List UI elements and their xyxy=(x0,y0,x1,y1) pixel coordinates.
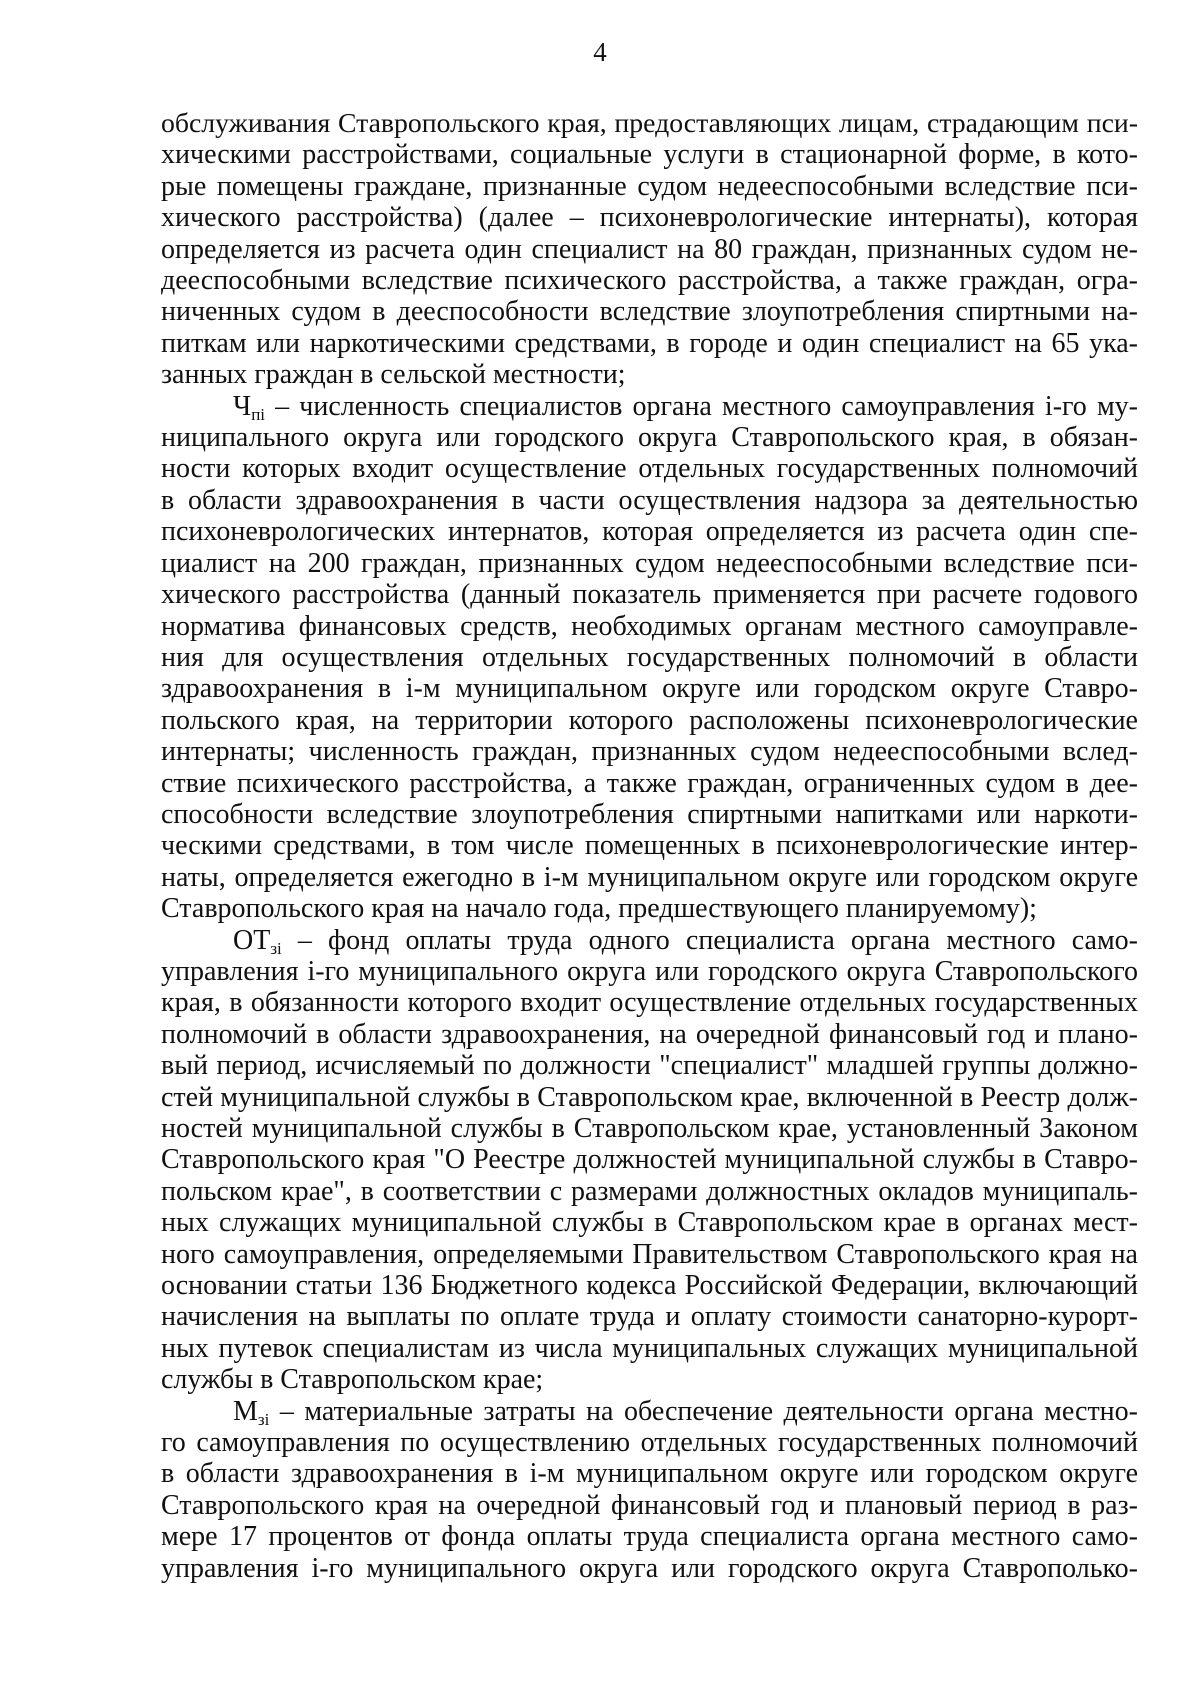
text-line xyxy=(161,453,1138,484)
line-text: хического расстройства (данный показатель применяется при расчете годового xyxy=(161,579,1138,611)
text-line xyxy=(161,642,1138,673)
line-text: края, в обязанности которого входит осуществление отдельных государственных xyxy=(161,987,1138,1019)
text-line xyxy=(161,139,1138,170)
text-line xyxy=(161,422,1138,453)
line-text: ного самоуправления, определяемыми Правительством Ставропольского края на xyxy=(161,1238,1138,1270)
line-text: ниченных судом в дееспособности вследствие злоупотребления спиртными на- xyxy=(161,296,1138,328)
text-line xyxy=(161,1050,1138,1081)
text-line xyxy=(161,1333,1138,1364)
line-text: управления i-го муниципального округа или городского округа Ставропольского xyxy=(161,955,1138,987)
text-line xyxy=(161,768,1138,799)
definition-line xyxy=(161,925,1138,956)
text-line xyxy=(161,1490,1138,1521)
line-text: в области здравоохранения в i-м муниципальном округе или городском округе xyxy=(161,1458,1138,1490)
line-text: хического расстройства) (далее – психоневрологические интернаты), которая xyxy=(161,202,1138,234)
text-line xyxy=(161,736,1138,767)
text-line xyxy=(161,516,1138,547)
line-text: вый период, исчисляемый по должности "специалист" младшей группы должно- xyxy=(161,1050,1138,1082)
variable-subscript: пi xyxy=(251,404,266,424)
text-line xyxy=(161,1364,1138,1395)
text-line xyxy=(161,234,1138,265)
line-text: дееспособными вследствие психического расстройства, а также граждан, огра- xyxy=(161,265,1138,297)
line-text: полномочий в области здравоохранения, на очередной финансовый год и плано- xyxy=(161,1018,1138,1050)
line-text: – численность специалистов органа местного самоуправления i-го му- xyxy=(265,390,1138,422)
text-line xyxy=(161,673,1138,704)
line-text: ных служащих муниципальной службы в Ставропольском крае в органах мест- xyxy=(161,1207,1138,1239)
text-line xyxy=(161,579,1138,610)
text-line xyxy=(161,987,1138,1018)
line-text: ных путевок специалистам из числа муниципальных служащих муниципальной xyxy=(161,1332,1138,1364)
line-text: наты, определяется ежегодно в i-м муниципальном округе или городском округе xyxy=(161,861,1138,893)
line-text: службы в Ставропольском крае; xyxy=(161,1364,544,1396)
text-line xyxy=(161,611,1138,642)
line-text: польского края, на территории которого расположены психоневрологические xyxy=(161,704,1138,736)
variable-symbol: М xyxy=(233,1395,258,1427)
text-line xyxy=(161,202,1138,233)
text-line xyxy=(161,359,1138,390)
definition-line xyxy=(161,391,1138,422)
text-line xyxy=(161,799,1138,830)
line-text: го самоуправления по осуществлению отдельных государственных полномочий xyxy=(161,1427,1138,1459)
line-text: в области здравоохранения в части осуществления надзора за деятельностью xyxy=(161,484,1138,516)
line-text: основании статьи 136 Бюджетного кодекса Российской Федерации, включающий xyxy=(161,1270,1138,1302)
line-text: занных граждан в сельской местности; xyxy=(161,359,626,391)
line-text: ния для осуществления отдельных государственных полномочий в области xyxy=(161,641,1138,673)
line-text: рые помещены граждане, признанные судом недееспособными вследствие пси- xyxy=(161,170,1138,202)
text-line xyxy=(161,548,1138,579)
line-text: способности вследствие злоупотребления спиртными напитками или наркоти- xyxy=(161,798,1138,830)
line-text: психоневрологических интернатов, которая определяется из расчета один спе- xyxy=(161,516,1138,548)
text-line xyxy=(161,1270,1138,1301)
text-line xyxy=(161,1239,1138,1270)
text-line xyxy=(161,265,1138,296)
line-text: – фонд оплаты труда одного специалиста органа местного само- xyxy=(281,924,1138,956)
line-text: мере 17 процентов от фонда оплаты труда специалиста органа местного само- xyxy=(161,1521,1138,1553)
text-line xyxy=(161,171,1138,202)
line-text: управления i-го муниципального округа или городского округа Ставрополько- xyxy=(161,1552,1138,1584)
text-line xyxy=(161,705,1138,736)
line-text: циалист на 200 граждан, признанных судом недееспособными вследствие пси- xyxy=(161,547,1138,579)
line-text: ности которых входит осуществление отдельных государственных полномочий xyxy=(161,453,1138,485)
text-line xyxy=(161,1427,1138,1458)
line-text: питкам или наркотическими средствами, в городе и один специалист на 65 ука- xyxy=(161,327,1138,359)
variable-subscript: зi xyxy=(270,938,282,958)
text-line xyxy=(161,485,1138,516)
line-text: – материальные затраты на обеспечение деятельности органа местно- xyxy=(269,1395,1138,1427)
text-line xyxy=(161,1176,1138,1207)
text-line xyxy=(161,1019,1138,1050)
text-line xyxy=(161,1458,1138,1489)
line-text: ствие психического расстройства, а также граждан, ограниченных судом в дее- xyxy=(161,767,1138,799)
text-line xyxy=(161,1144,1138,1175)
definition-line xyxy=(161,1396,1138,1427)
text-line xyxy=(161,1113,1138,1144)
text-line xyxy=(161,830,1138,861)
line-text: здравоохранения в i-м муниципальном округе или городском округе Ставро- xyxy=(161,673,1138,705)
text-line xyxy=(161,893,1138,924)
text-line xyxy=(161,862,1138,893)
text-line xyxy=(161,296,1138,327)
line-text: ниципального округа или городского округа Ставропольского края, в обязан- xyxy=(161,422,1138,454)
text-line xyxy=(161,956,1138,987)
text-line xyxy=(161,1553,1138,1584)
text-line xyxy=(161,1082,1138,1113)
line-text: норматива финансовых средств, необходимых органам местного самоуправле- xyxy=(161,610,1138,642)
line-text: Ставропольского края на очередной финансовый год и плановый период в раз- xyxy=(161,1489,1138,1521)
text-line xyxy=(161,108,1138,139)
text-line xyxy=(161,1207,1138,1238)
line-text: стей муниципальной службы в Ставропольском крае, включенной в Реестр долж- xyxy=(161,1081,1138,1113)
document-body xyxy=(161,108,1138,1584)
line-text: Ставропольского края "О Реестре должностей муниципальной службы в Ставро- xyxy=(161,1144,1138,1176)
variable-symbol: Ч xyxy=(233,390,252,422)
variable-symbol: ОТ xyxy=(233,924,271,956)
line-text: начисления на выплаты по оплате труда и оплату стоимости санаторно-курорт- xyxy=(161,1301,1138,1333)
line-text: хическими расстройствами, социальные услуги в стационарной форме, в кото- xyxy=(161,139,1138,171)
page-number: 4 xyxy=(593,37,607,67)
line-text: интернаты; численность граждан, признанных судом недееспособными вслед- xyxy=(161,736,1138,768)
line-text: ностей муниципальной службы в Ставропольском крае, установленный Законом xyxy=(161,1113,1138,1144)
variable-subscript: зi xyxy=(257,1409,270,1429)
line-text: польском крае", в соответствии с размерами должностных окладов муниципаль- xyxy=(161,1175,1138,1207)
line-text: Ставропольского края на начало года, предшествующего планируемому); xyxy=(161,893,1037,925)
text-line xyxy=(161,1301,1138,1332)
text-line xyxy=(161,328,1138,359)
line-text: определяется из расчета один специалист на 80 граждан, признанных судом не- xyxy=(161,233,1138,265)
line-text: обслуживания Ставропольского края, предоставляющих лицам, страдающим пси- xyxy=(161,108,1138,139)
text-line xyxy=(161,1521,1138,1552)
line-text: ческими средствами, в том числе помещенных в психоневрологические интер- xyxy=(161,830,1138,862)
